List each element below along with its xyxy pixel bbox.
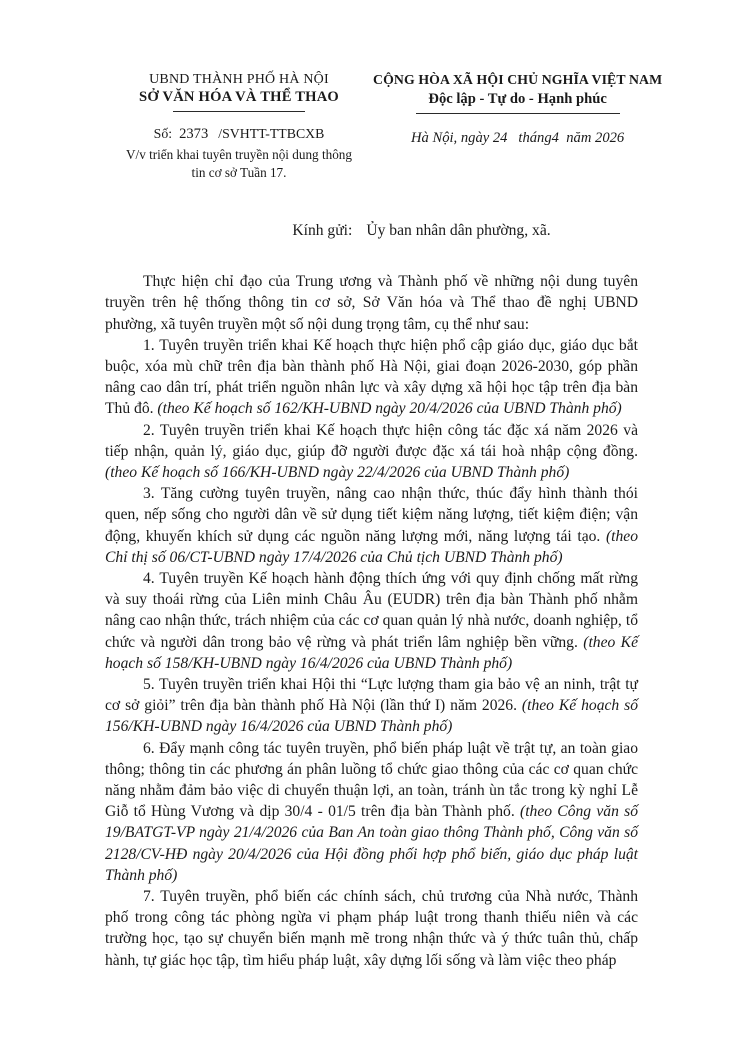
document-number-value: 2373 (179, 126, 209, 142)
place-and-date: Hà Nội, ngày 24 tháng4 năm 2026 (410, 130, 625, 146)
paragraph-item-2 (105, 420, 638, 484)
document-number (105, 126, 373, 143)
citation-text: (theo Kế hoạch số 162/KH-UBND ngày 20/4/2026 của UBND Thành phố) (157, 400, 622, 418)
body-paragraphs (105, 271, 638, 971)
paragraph-item-4 (105, 568, 638, 674)
paragraph-text: Thực hiện chỉ đạo của Trung ương và Thành phố về những nội dung tuyên truyền trên hệ thống thông tin cơ sở, Sở Văn hóa và Thể thao đề nghị UBND phường, xã tuyên truyền một số nội dung trọng tâm, cụ thể như sau: (105, 273, 638, 333)
document-header (105, 72, 663, 182)
paragraph-intro (105, 271, 638, 335)
motto-underline (416, 113, 620, 114)
document-number-suffix: /SVHTT-TTBCXB (218, 126, 325, 141)
paragraph-text: 2. Tuyên truyền triển khai Kế hoạch thực hiện công tác đặc xá năm 2026 và tiếp nhận, quản lý, giáo dục, giúp đỡ người được đặc xá tái hoà nhập cộng đồng. (105, 421, 638, 460)
citation-text: (theo Kế hoạch số 158/KH-UBND ngày 16/4/2026 của UBND Thành phố) (105, 633, 638, 672)
citation-text: (theo Kế hoạch số 156/KH-UBND ngày 16/4/2026 của UBND Thành phố) (105, 697, 638, 736)
salutation-label: Kính gửi: (292, 222, 353, 240)
paragraph-text: 3. Tăng cường tuyên truyền, nâng cao nhận thức, thúc đẩy hình thành thói quen, nếp sống cho người dân về sử dụng tiết kiệm năng lượng, tiết kiệm điện; vận động, khuyến khích sử dụng các nguồn năng lượng mới, năng lượng tái tạo. (105, 485, 638, 545)
paragraph-item-1 (105, 335, 638, 420)
citation-text: (theo Kế hoạch số 166/KH-UBND ngày 22/4/2026 của UBND Thành phố) (105, 463, 570, 481)
paragraph-item-7 (105, 886, 638, 971)
national-motto: Độc lập - Tự do - Hạnh phúc (428, 91, 607, 107)
national-title: CỘNG HÒA XÃ HỘI CHỦ NGHĨA VIỆT NAM (373, 72, 663, 87)
citation-text: (theo Chỉ thị số 06/CT-UBND ngày 17/4/2026 của Chủ tịch UBND Thành phố) (105, 527, 638, 566)
issuing-agency-block (105, 72, 373, 182)
salutation (105, 222, 638, 240)
issuing-agency-parent: UBND THÀNH PHỐ HÀ NỘI (149, 72, 329, 87)
paragraph-text: 4. Tuyên truyền Kế hoạch hành động thích ứng với quy định chống mất rừng và suy thoái rừng của Liên minh Châu Âu (EUDR) trên địa bàn Thành phố nhằm nâng cao nhận thức, trách nhiệm của các cơ quan quản lý nhà nước, doanh nghiệp, tổ chức và người dân trong bảo vệ rừng và phát triển lâm nghiệp bền vững. (105, 570, 638, 651)
document-subject: V/v triển khai tuyên truyền nội dung thông tin cơ sở Tuần 17. (126, 147, 352, 181)
salutation-recipient: Ủy ban nhân dân phường, xã. (366, 222, 551, 240)
paragraph-text: 7. Tuyên truyền, phổ biến các chính sách, chủ trương của Nhà nước, Thành phố trong công tác phòng ngừa vi phạm pháp luật trong thanh thiếu niên và các trường học, tạo sự chuyển biến mạnh mẽ trong nhận thức và ý thức tuân thủ, chấp hành, tự giác học tập, tìm hiểu pháp luật, xây dựng lối sống và làm việc theo pháp (105, 888, 638, 969)
document-number-prefix: Số: (153, 126, 173, 141)
paragraph-text: 6. Đẩy mạnh công tác tuyên truyền, phổ biến pháp luật về trật tự, an toàn giao thông; thông tin các phương án phân luồng tổ chức giao thông của các cơ quan chức năng nhằm đảm bảo việc di chuyển thuận lợi, an toàn, tránh ùn tắc trong kỳ nghỉ Lễ Giỗ tổ Hùng Vương và dịp 30/4 - 01/5 trên địa bàn Thành phố. (105, 739, 638, 821)
issuer-underline (173, 111, 305, 112)
citation-text: (theo Công văn số 19/BATGT-VP ngày 21/4/2026 của Ban An toàn giao thông Thành phố, Công văn số 2128/CV-HĐ ngày 20/4/2026 của Hội đồng phối hợp phổ biến, giáo dục pháp luật Thành phố) (105, 803, 638, 884)
paragraph-item-6 (105, 738, 638, 886)
national-motto-block (373, 72, 662, 147)
paragraph-text: 5. Tuyên truyền triển khai Hội thi “Lực lượng tham gia bảo vệ an ninh, trật tự cơ sở giỏi” trên địa bàn thành phố Hà Nội (lần thứ I) năm 2026. (105, 676, 638, 715)
paragraph-item-3 (105, 483, 638, 568)
paragraph-text: 1. Tuyên truyền triển khai Kế hoạch thực hiện phổ cập giáo dục, giáo dục bắt buộc, xóa mù chữ trên địa bàn thành phố Hà Nội, giai đoạn 2026-2030, góp phần nâng cao dân trí, phát triển nguồn nhân lực và xây dựng xã hội học tập trên địa bàn Thủ đô. (105, 336, 638, 418)
issuing-agency-name: SỞ VĂN HÓA VÀ THỂ THAO (139, 89, 339, 105)
paragraph-item-5 (105, 674, 638, 738)
